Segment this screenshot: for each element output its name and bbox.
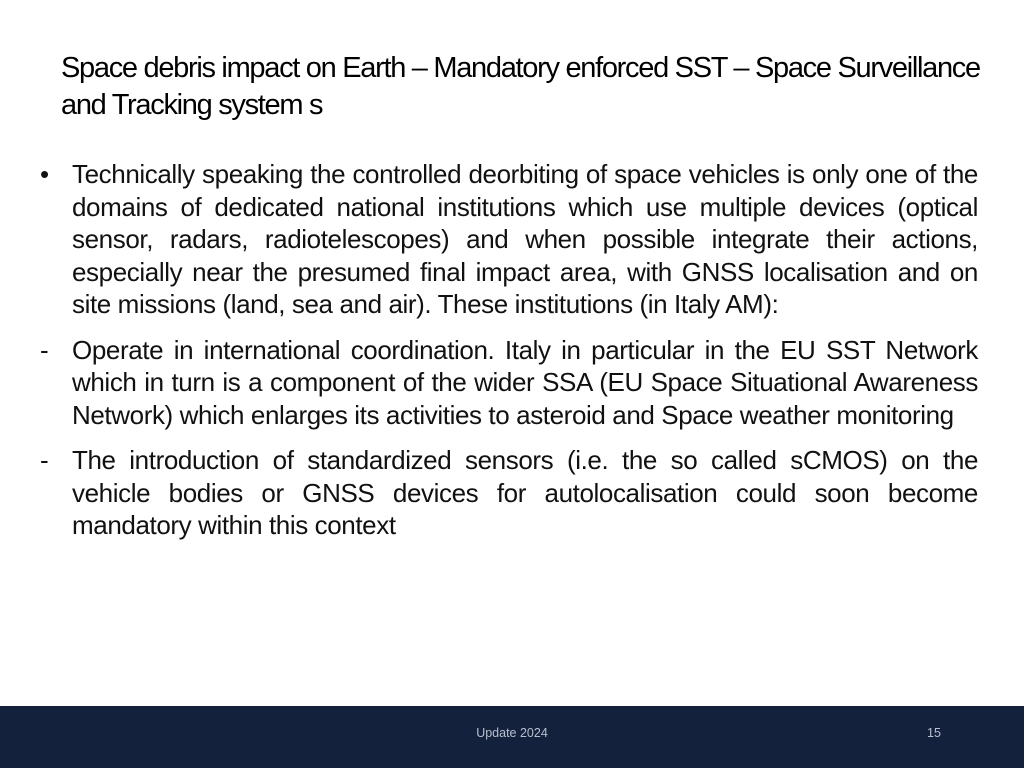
dash-text: Operate in international coordination. Italy in particular in the EU SST Network which in turn is a component of the wider SSA (EU Space Situational Awareness Network) which enlarges its activities to asteroid and Space weather monitoring: [72, 334, 978, 430]
slide-content: [40, 158, 978, 555]
dash-marker: -: [40, 334, 49, 365]
dash-item: [40, 334, 978, 432]
dash-item: [40, 444, 978, 542]
bullet-item: [40, 158, 978, 321]
footer-text: Update 2024: [476, 726, 548, 740]
slide-title: Space debris impact on Earth – Mandatory enforced SST – Space Surveillance and Tracking system s: [61, 52, 980, 121]
page-number: 15: [927, 726, 941, 740]
dash-marker: -: [40, 445, 49, 475]
footer-bar: [0, 706, 1024, 768]
bullet-text: Technically speaking the controlled deorbiting of space vehicles is only one of the domains of dedicated national institutions which use multiple devices (optical sensor, radars, radiotelescopes) and when possible integrate their actions, especially near the presumed final impact area, with GNSS localisation and on site missions (land, sea and air). These institutions (in Italy AM):: [72, 159, 978, 319]
bullet-marker: •: [40, 159, 49, 189]
dash-text: The introduction of standardized sensors (i.e. the so called sCMOS) on the vehicle bodies or GNSS devices for autolocalisation could soon become mandatory within this context: [72, 445, 978, 540]
